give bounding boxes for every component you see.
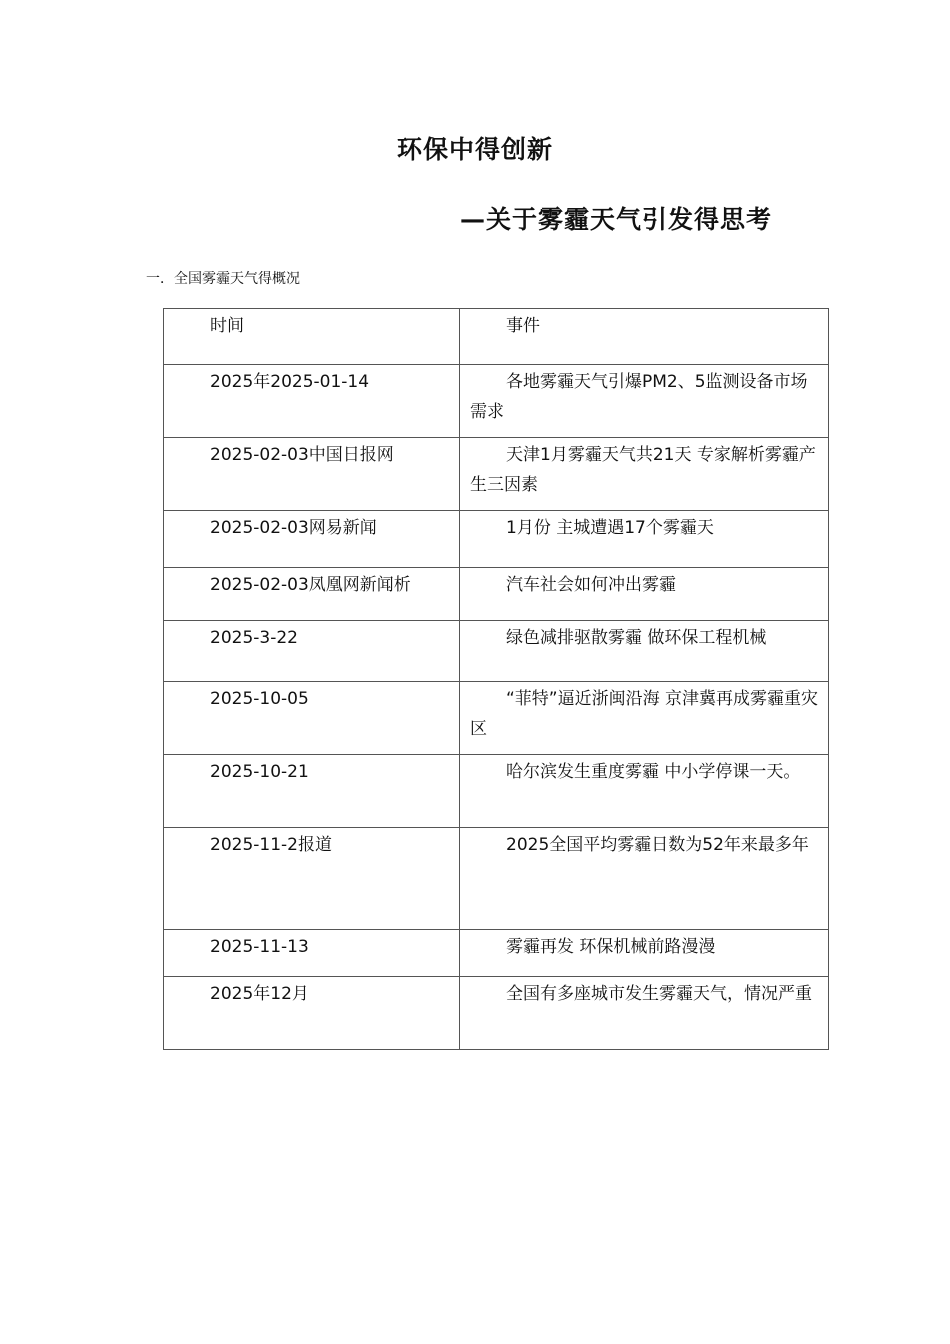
- time-cell: 2025-11-13: [164, 930, 460, 977]
- time-cell: 2025-02-03网易新闻: [164, 511, 460, 568]
- table-row: [164, 621, 829, 682]
- event-cell: 汽车社会如何冲出雾霾: [460, 568, 829, 621]
- event-cell: 绿色减排驱散雾霾 做环保工程机械: [460, 621, 829, 682]
- event-cell: 哈尔滨发生重度雾霾 中小学停课一天。: [460, 755, 829, 828]
- time-cell: 2025-10-21: [164, 755, 460, 828]
- event-cell: 天津1月雾霾天气共21天 专家解析雾霾产生三因素: [460, 438, 829, 511]
- table-row: [164, 828, 829, 930]
- event-cell: “菲特”逼近浙闽沿海 京津冀再成雾霾重灾区: [460, 682, 829, 755]
- table-row: [164, 682, 829, 755]
- event-cell: 雾霾再发 环保机械前路漫漫: [460, 930, 829, 977]
- event-cell: 2025全国平均雾霾日数为52年来最多年: [460, 828, 829, 930]
- header-time: 时间: [164, 309, 460, 365]
- time-cell: 2025-11-2报道: [164, 828, 460, 930]
- time-cell: 2025年12月: [164, 977, 460, 1050]
- table-header-row: [164, 309, 829, 365]
- document-subtitle: —关于雾霾天气引发得思考: [460, 205, 773, 234]
- events-table: [163, 308, 829, 1050]
- table-row: [164, 977, 829, 1050]
- table-row: [164, 568, 829, 621]
- header-event: 事件: [460, 309, 829, 365]
- table-row: [164, 438, 829, 511]
- section-heading: 一．全国雾霾天气得概况: [146, 271, 300, 287]
- event-cell: 1月份 主城遭遇17个雾霾天: [460, 511, 829, 568]
- time-cell: 2025-02-03中国日报网: [164, 438, 460, 511]
- event-cell: 全国有多座城市发生雾霾天气，情况严重: [460, 977, 829, 1050]
- time-cell: 2025年2025-01-14: [164, 365, 460, 438]
- table-row: [164, 511, 829, 568]
- event-cell: 各地雾霾天气引爆PM2、5监测设备市场需求: [460, 365, 829, 438]
- time-cell: 2025-3-22: [164, 621, 460, 682]
- table-row: [164, 930, 829, 977]
- time-cell: 2025-02-03凤凰网新闻析: [164, 568, 460, 621]
- time-cell: 2025-10-05: [164, 682, 460, 755]
- document-title: 环保中得创新: [396, 135, 553, 164]
- table-row: [164, 755, 829, 828]
- table-row: [164, 365, 829, 438]
